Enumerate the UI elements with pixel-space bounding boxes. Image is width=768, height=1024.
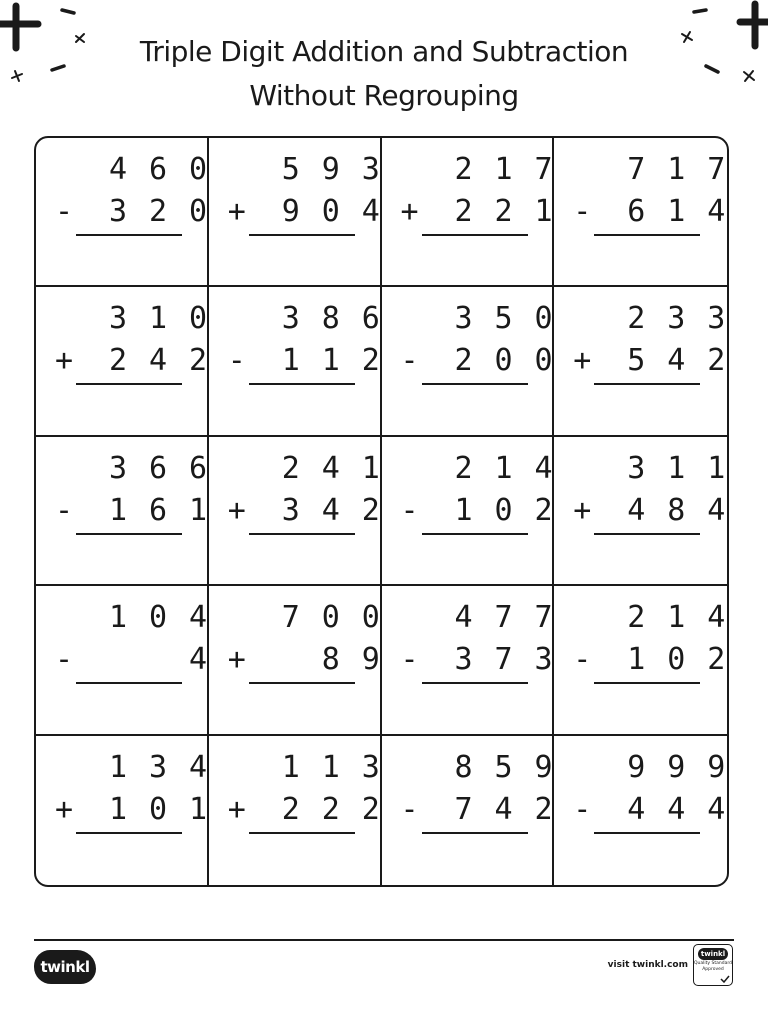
badge-logo: twinkl <box>698 948 728 960</box>
bottom-number <box>104 790 212 830</box>
digit: 3 <box>361 152 380 187</box>
digit: 4 <box>188 749 208 785</box>
digit: 7 <box>494 642 513 678</box>
digit: 0 <box>667 642 686 678</box>
answer-line <box>422 533 528 535</box>
digit: 4 <box>534 450 553 486</box>
digit: 7 <box>627 152 646 187</box>
digit: 7 <box>494 600 513 636</box>
digit: 4 <box>108 152 128 187</box>
digit: 2 <box>454 152 473 187</box>
problem-cell <box>36 138 209 287</box>
digit: 3 <box>108 194 128 229</box>
digit: 5 <box>627 343 646 379</box>
answer-line <box>249 682 355 684</box>
digit: 4 <box>148 343 168 379</box>
top-number <box>450 150 558 190</box>
bottom-number <box>104 491 212 531</box>
bottom-number <box>622 790 729 830</box>
digit: 3 <box>534 642 553 678</box>
answer-line <box>76 383 182 385</box>
top-number <box>450 299 558 339</box>
digit: 7 <box>534 152 553 187</box>
digit: 5 <box>281 152 300 187</box>
answer-line <box>76 832 182 834</box>
operator-sign: - <box>400 343 419 379</box>
problem-cell <box>382 736 555 885</box>
answer-line <box>249 234 355 236</box>
bottom-number <box>450 790 558 830</box>
digit: 6 <box>188 450 208 486</box>
top-number <box>104 598 212 638</box>
digit <box>144 640 172 680</box>
digit: 6 <box>148 492 168 528</box>
operator-sign: + <box>227 194 246 229</box>
digit: 9 <box>281 194 300 229</box>
operator-sign: - <box>400 642 419 678</box>
top-number <box>277 150 385 190</box>
answer-line <box>422 234 528 236</box>
top-number <box>277 449 385 489</box>
bottom-number <box>622 640 729 680</box>
digit: 1 <box>188 791 208 827</box>
digit: 0 <box>321 194 340 229</box>
digit: 0 <box>188 194 208 229</box>
digit: 2 <box>707 642 726 678</box>
digit: 2 <box>454 194 473 229</box>
digit: 0 <box>534 343 553 379</box>
operator-sign: + <box>400 194 419 229</box>
digit: 1 <box>321 343 340 379</box>
answer-line <box>594 234 700 236</box>
digit: 3 <box>667 301 686 337</box>
problem-cell <box>382 287 555 436</box>
problem-cell <box>209 437 382 586</box>
digit: 0 <box>188 301 208 337</box>
digit: 5 <box>494 749 513 785</box>
digit: 4 <box>667 791 686 827</box>
digit: 2 <box>361 791 380 827</box>
operator-sign: - <box>400 791 419 827</box>
problem-cell <box>554 736 727 885</box>
digit: 1 <box>108 600 128 636</box>
digit: 3 <box>707 301 726 337</box>
digit: 0 <box>534 301 553 337</box>
digit: 2 <box>707 343 726 379</box>
problem-cell <box>36 287 209 436</box>
top-number <box>622 150 729 190</box>
digit: 4 <box>707 791 726 827</box>
digit: 1 <box>534 194 553 229</box>
digit: 1 <box>148 301 168 337</box>
problem-cell <box>554 287 727 436</box>
answer-line <box>594 832 700 834</box>
twinkl-logo: twinkl <box>34 950 96 984</box>
digit: 0 <box>148 791 168 827</box>
digit: 9 <box>534 749 553 785</box>
digit: 1 <box>321 749 340 785</box>
digit: 2 <box>454 343 473 379</box>
problem-cell <box>209 138 382 287</box>
top-number <box>622 598 729 638</box>
digit: 4 <box>321 450 340 486</box>
top-number <box>450 598 558 638</box>
operator-sign: + <box>54 343 74 379</box>
digit: 1 <box>188 492 208 528</box>
digit: 4 <box>707 600 726 636</box>
top-number <box>450 748 558 788</box>
digit: 2 <box>627 600 646 636</box>
bottom-number <box>277 790 385 830</box>
digit: 4 <box>494 791 513 827</box>
digit: 4 <box>188 642 208 678</box>
answer-line <box>76 234 182 236</box>
operator-sign: - <box>573 791 592 827</box>
digit: 2 <box>281 791 300 827</box>
bottom-number <box>622 192 729 232</box>
digit: 3 <box>454 301 473 337</box>
digit: 7 <box>707 152 726 187</box>
top-number <box>277 299 385 339</box>
answer-line <box>249 832 355 834</box>
digit: 8 <box>667 492 686 528</box>
digit: 1 <box>108 749 128 785</box>
problem-cell <box>554 437 727 586</box>
digit: 0 <box>361 600 380 636</box>
top-number <box>622 748 729 788</box>
digit: 2 <box>534 492 553 528</box>
digit: 3 <box>281 301 300 337</box>
badge-line-1: Quality Standard <box>694 961 732 966</box>
problem-cell <box>554 138 727 287</box>
digit: 0 <box>148 600 168 636</box>
operator-sign: - <box>573 194 592 229</box>
digit: 3 <box>108 301 128 337</box>
digit: 3 <box>361 749 380 785</box>
bottom-number <box>450 341 558 381</box>
top-number <box>104 449 212 489</box>
top-number <box>622 449 729 489</box>
digit: 2 <box>494 194 513 229</box>
top-number <box>277 598 385 638</box>
digit: 2 <box>454 450 473 486</box>
operator-sign: + <box>573 343 592 379</box>
digit: 3 <box>454 642 473 678</box>
digit: 4 <box>188 600 208 636</box>
digit: 2 <box>534 791 553 827</box>
operator-sign: - <box>54 194 74 229</box>
digit: 3 <box>148 749 168 785</box>
digit: 1 <box>454 492 473 528</box>
digit: 7 <box>454 791 473 827</box>
digit: 3 <box>281 492 300 528</box>
digit: 1 <box>494 152 513 187</box>
digit: 0 <box>494 343 513 379</box>
digit: 2 <box>361 343 380 379</box>
problem-cell <box>209 586 382 735</box>
bottom-number <box>622 491 729 531</box>
digit: 1 <box>707 450 726 486</box>
digit: 2 <box>108 343 128 379</box>
digit: 3 <box>108 450 128 486</box>
digit: 4 <box>627 492 646 528</box>
digit: 9 <box>321 152 340 187</box>
digit: 4 <box>321 492 340 528</box>
digit: 2 <box>188 343 208 379</box>
answer-line <box>594 533 700 535</box>
digit: 1 <box>494 450 513 486</box>
answer-line <box>422 383 528 385</box>
digit: 3 <box>627 450 646 486</box>
problem-cell <box>209 736 382 885</box>
bottom-number <box>104 640 212 680</box>
problem-cell <box>36 437 209 586</box>
bottom-number <box>277 192 385 232</box>
digit: 5 <box>494 301 513 337</box>
digit: 4 <box>707 492 726 528</box>
bottom-number <box>277 341 385 381</box>
checkmark-icon <box>720 975 730 983</box>
digit: 9 <box>627 749 646 785</box>
answer-line <box>594 682 700 684</box>
title-line-2: Without Regrouping <box>249 79 519 112</box>
problems-grid <box>34 136 729 887</box>
digit: 2 <box>281 450 300 486</box>
digit: 1 <box>361 450 380 486</box>
digit: 1 <box>281 343 300 379</box>
problem-cell <box>382 586 555 735</box>
digit: 6 <box>361 301 380 337</box>
operator-sign: + <box>54 791 74 827</box>
digit: 2 <box>321 791 340 827</box>
digit: 0 <box>321 600 340 636</box>
operator-sign: - <box>227 343 246 379</box>
badge-line-2: Approved <box>702 967 724 972</box>
digit: 1 <box>108 492 128 528</box>
digit: 4 <box>667 343 686 379</box>
digit: 8 <box>321 642 340 678</box>
digit: 1 <box>667 152 686 187</box>
top-number <box>104 150 212 190</box>
bottom-number <box>450 640 558 680</box>
top-number <box>277 748 385 788</box>
digit <box>104 640 132 680</box>
problem-cell <box>36 736 209 885</box>
bottom-number <box>450 192 558 232</box>
digit: 9 <box>667 749 686 785</box>
footer-divider <box>34 939 734 941</box>
title-line-1: Triple Digit Addition and Subtraction <box>139 35 629 68</box>
digit: 0 <box>494 492 513 528</box>
digit: 6 <box>627 194 646 229</box>
operator-sign: - <box>400 492 419 528</box>
operator-sign: + <box>227 791 246 827</box>
top-number <box>450 449 558 489</box>
answer-line <box>76 533 182 535</box>
digit: 2 <box>627 301 646 337</box>
digit: 1 <box>667 450 686 486</box>
operator-sign: - <box>54 642 74 678</box>
top-number <box>622 299 729 339</box>
bottom-number <box>104 192 212 232</box>
digit: 0 <box>188 152 208 187</box>
answer-line <box>249 383 355 385</box>
quality-standard-badge <box>693 944 733 986</box>
digit: 1 <box>281 749 300 785</box>
digit <box>277 640 305 680</box>
problem-cell <box>382 138 555 287</box>
worksheet-title <box>0 30 768 118</box>
answer-line <box>422 682 528 684</box>
digit: 7 <box>281 600 300 636</box>
digit: 8 <box>454 749 473 785</box>
digit: 7 <box>534 600 553 636</box>
operator-sign: + <box>227 642 246 678</box>
digit: 8 <box>321 301 340 337</box>
digit: 9 <box>707 749 726 785</box>
bottom-number <box>104 341 212 381</box>
problem-cell <box>554 586 727 735</box>
operator-sign: - <box>54 492 74 528</box>
digit: 6 <box>148 152 168 187</box>
answer-line <box>249 533 355 535</box>
digit: 1 <box>667 194 686 229</box>
operator-sign: - <box>573 642 592 678</box>
answer-line <box>422 832 528 834</box>
bottom-number <box>450 491 558 531</box>
digit: 4 <box>361 194 380 229</box>
digit: 4 <box>627 791 646 827</box>
answer-line <box>76 682 182 684</box>
digit: 6 <box>148 450 168 486</box>
digit: 2 <box>148 194 168 229</box>
bottom-number <box>622 341 729 381</box>
answer-line <box>594 383 700 385</box>
digit: 9 <box>361 642 380 678</box>
digit: 2 <box>361 492 380 528</box>
problem-cell <box>209 287 382 436</box>
operator-sign: + <box>573 492 592 528</box>
digit: 4 <box>707 194 726 229</box>
digit: 1 <box>627 642 646 678</box>
visit-website-text: visit twinkl.com <box>607 960 688 970</box>
problem-cell <box>36 586 209 735</box>
digit: 1 <box>667 600 686 636</box>
problem-cell <box>382 437 555 586</box>
bottom-number <box>277 491 385 531</box>
bottom-number <box>277 640 385 680</box>
digit: 1 <box>108 791 128 827</box>
top-number <box>104 299 212 339</box>
top-number <box>104 748 212 788</box>
operator-sign: + <box>227 492 246 528</box>
digit: 4 <box>454 600 473 636</box>
